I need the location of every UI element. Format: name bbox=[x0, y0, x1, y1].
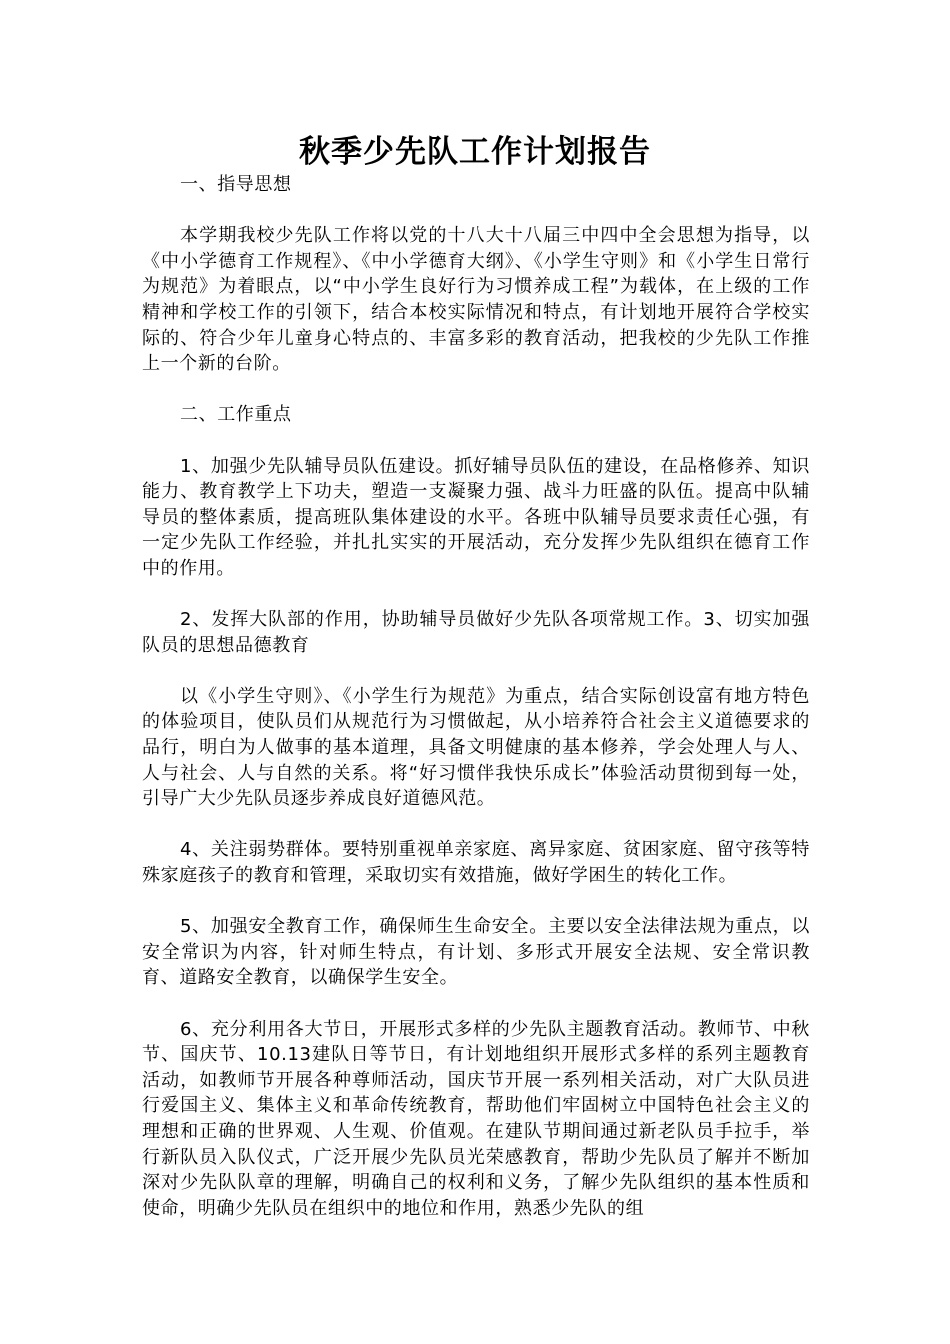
document-title: 秋季少先队工作计划报告 bbox=[299, 134, 651, 170]
paragraph-item-4: 4、关注弱势群体。要特别重视单亲家庭、离异家庭、贫困家庭、留守孩等特殊家庭孩子的教育和管理，采取切实有效措施，做好学困生的转化工作。 bbox=[142, 839, 810, 887]
paragraph-spacer bbox=[142, 582, 810, 608]
paragraph-spacer bbox=[142, 428, 810, 454]
paragraph-item-2-3: 2、发挥大队部的作用，协助辅导员做好少先队各项常规工作。3、切实加强队员的思想品德教育 bbox=[142, 609, 810, 656]
paragraph-item-1: 1、加强少先队辅导员队伍建设。抓好辅导员队伍的建设，在品格修养、知识能力、教育教学上下功夫，塑造一支凝聚力强、战斗力旺盛的队伍。提高中队辅导员的整体素质，提高班队集体建设的水平。各班中队辅导员要求责任心强，有一定少先队工作经验，并扎扎实实的开展活动，充分发挥少先队组织在德育工作中的作用。 bbox=[142, 455, 810, 579]
paragraph-spacer bbox=[142, 991, 810, 1017]
paragraph-guiding-ideology: 本学期我校少先队工作将以党的十八大十八届三中四中全会思想为指导，以《中小学德育工作规程》、《中小学德育大纲》、《小学生守则》和《小学生日常行为规范》为着眼点，以“中小学生良好行为习惯养成工程”为载体，在上级的工作精神和学校工作的引领下，结合本校实际情况和特点，有计划地开展符合学校实际的、符合少年儿童身心特点的、丰富多彩的教育活动，把我校的少先队工作推上一个新的台阶。 bbox=[142, 225, 810, 375]
paragraph-spacer bbox=[142, 658, 810, 684]
paragraph-item-6: 6、充分利用各大节日，开展形式多样的少先队主题教育活动。教师节、中秋节、国庆节、10.13建队日等节日，有计划地组织开展形式多样的系列主题教育活动，如教师节开展各种尊师活动，国庆节开展一系列相关活动，对广大队员进行爱国主义、集体主义和革命传统教育，帮助他们牢固树立中国特色社会主义的理想和正确的世界观、人生观、价值观。在建队节期间通过新老队员手拉手，举行新队员入队仪式，广泛开展少先队员光荣感教育，帮助少先队员了解并不断加深对少先队队章的理解，明确自己的权利和义务，了解少先队组织的基本性质和使命，明确少先队员在组织中的地位和作用，熟悉少先队的组 bbox=[142, 1018, 810, 1219]
section-heading-work-focus: 二、工作重点 bbox=[180, 404, 292, 426]
paragraph-spacer bbox=[142, 812, 810, 838]
paragraph-spacer bbox=[142, 889, 810, 915]
section-heading-guiding-ideology: 一、指导思想 bbox=[180, 174, 292, 195]
paragraph-item-3-body: 以《小学生守则》、《小学生行为规范》为重点，结合实际创设富有地方特色的体验项目，使队员们从规范行为习惯做起，从小培养符合社会主义道德要求的品行，明白为人做事的基本道理，具备文明健康的基本修养，学会处理人与人、人与社会、人与自然的关系。将“好习惯伴我快乐成长”体验活动贯彻到每一处，引导广大少先队员逐步养成良好道德风范。 bbox=[142, 685, 810, 810]
paragraph-item-5: 5、加强安全教育工作，确保师生生命安全。主要以安全法律法规为重点，以安全常识为内容，针对师生特点，有计划、多形式开展安全法规、安全常识教育、道路安全教育，以确保学生安全。 bbox=[142, 916, 810, 989]
paragraph-spacer bbox=[142, 377, 810, 403]
paragraph-spacer bbox=[142, 198, 810, 224]
document-body bbox=[142, 172, 810, 1221]
